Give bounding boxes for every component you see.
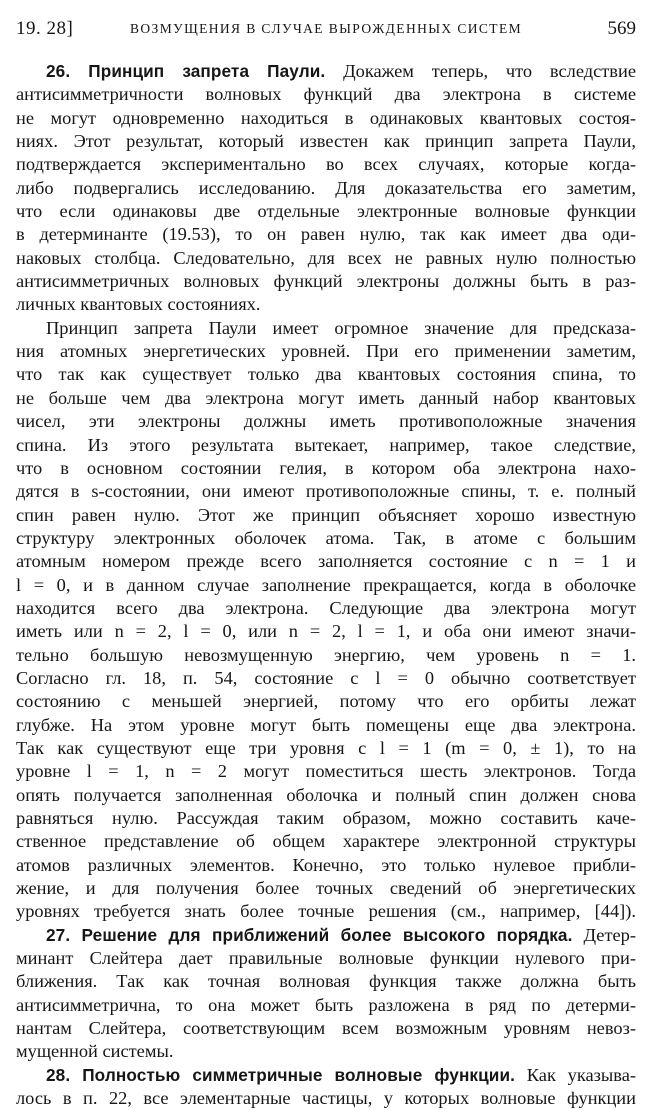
section-reference: 19. 28] [16,18,74,39]
text-line: состоянию с меньшей энергией, потому что его орбиты лежат [16,691,636,712]
text-line: l = 0, и в данном случае заполнение прекращается, когда в оболочке [16,574,636,595]
text-line: уровнях требуется знать более точные решения (см., например, [44]). [16,901,636,922]
running-header [16,18,636,46]
text-line: опять получается заполненная оболочка и полный спин должен снова [16,784,636,805]
text-line: Согласно гл. 18, п. 54, состояние с l = 0 обычно соответствует [16,667,636,688]
text-line: наковых столбца. Следовательно, для всех не равных нулю полностью [16,247,636,268]
text-line: уровне l = 1, n = 2 могут поместиться шесть электронов. Тогда [16,761,636,782]
section-28-first-line [16,1064,636,1087]
section-26-heading: 26. Принцип запрета Паули. [46,61,326,81]
text-line: ния атомных энергетических уровней. При его применении заметим, [16,341,636,362]
section-26-first-line [16,60,636,83]
section-28-heading: 28. Полностью симметричные волновые функции. [46,1064,516,1085]
text-line: в детерминанте (19.53), то он равен нулю, так как имеет два оди- [16,224,636,245]
text-line: дятся в s-состоянии, они имеют противоположные спины, т. е. полный [16,481,636,502]
text-line: атомным номером прежде всего заполняется состояние с n = 1 и [16,551,636,572]
text-line: ниях. Этот результат, который известен как принцип запрета Паули, [16,131,636,152]
text-line: Принцип запрета Паули имеет огромное значение для предсказа- [46,317,636,338]
text-line: антисимметричных волновых функций электроны должны быть в раз- [16,271,636,292]
text-line: находится всего два электрона. Следующие два электрона могут [16,597,636,618]
text-line: чисел, эти электроны должны иметь противоположные значения [16,411,636,432]
text-line: жение, и для получения более точных сведений об энергетических [16,878,636,899]
text-line: равняться нулю. Рассуждая таким образом, можно составить каче- [16,808,636,828]
chapter-title: ВОЗМУЩЕНИЯ В СЛУЧАЕ ВЫРОЖДЕННЫХ СИСТЕМ [130,21,522,36]
text-line: антисимметричности волновых функций два электрона в системе [16,84,636,105]
text-line: что так как существует только два квантовых состояния спина, то [16,364,636,385]
text-line: спин равен нулю. Этот же принцип объясняет хорошо известную [16,504,636,525]
text-line: ближения. Так как точная волновая функция также должна быть [16,971,636,992]
text-line: антисимметрична, то она может быть разложена в ряд по детерми- [16,994,636,1015]
text-line: что в основном состоянии гелия, в котором оба электрона нахо- [16,457,636,478]
text-line: что если одинаковы две отдельные электронные волновые функции [16,201,636,222]
text-line: минант Слейтера дает правильные волновые функции нулевого при- [16,948,636,969]
text-line: либо подвергались исследованию. Для доказательства его заметим, [16,177,636,198]
text-line: лось в п. 22, все элементарные частицы, у которых волновые функции [16,1088,636,1109]
text-line: структуру электронных оболочек атома. Так, в атоме с большим [16,527,636,548]
section-27-heading: 27. Решение для приближений более высокого порядка. [46,924,573,945]
section-27-first-line [16,924,636,947]
section-26-first-line-text: Докажем теперь, что вследствие [325,61,636,81]
page-body [16,60,636,1110]
text-line: атомов различных элементов. Конечно, это только нулевое прибли- [16,854,636,875]
text-line: не могут одновременно находиться в одинаковых квантовых состоя- [16,107,636,128]
text-line: глубже. На этом уровне могут быть помещены еще два электрона. [16,714,636,735]
text-line: спина. Из этого результата вытекает, например, такое следствие, [16,434,636,455]
text-line: нантам Слейтера, соответствующим всем возможным уровням невоз- [16,1018,636,1039]
section-28-first-line-text: Как указыва- [515,1064,636,1085]
text-line: иметь или n = 2, l = 0, или n = 2, l = 1, и оба они имеют значи- [16,621,636,642]
text-line: Так как существуют еще три уровня с l = 1 (m = 0, ± 1), то на [16,737,636,758]
text-line: мущенной системы. [16,1041,174,1062]
text-line: подтверждается экспериментально во всех случаях, которые когда- [16,154,636,175]
page-number: 569 [607,18,636,39]
text-line: тельно большую невозмущенную энергию, чем уровень n = 1. [16,644,636,665]
section-27-first-line-text: Детер- [572,924,636,945]
text-line: ственное представление об общем характере электронной структуры [16,831,636,852]
text-line: не больше чем два электрона могут иметь данный набор квантовых [16,387,636,408]
text-line: личных квантовых состояниях. [16,294,261,315]
